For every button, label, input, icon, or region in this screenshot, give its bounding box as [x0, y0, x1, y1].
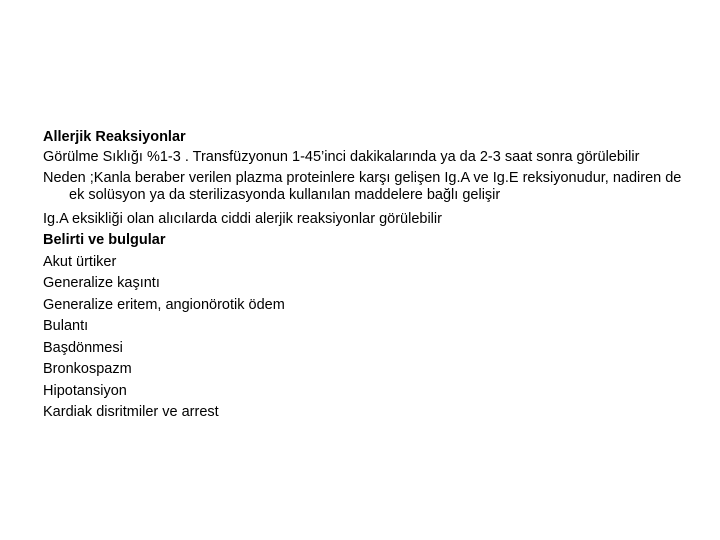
cause-text: Neden ;Kanla beraber verilen plazma proteinlere karşı gelişen Ig.A ve Ig.E reksiyonudur, nadiren de ek solüsyon ya da sterilizasyonda kullanılan maddelere bağlı gelişir [43, 170, 682, 203]
symptom-item: Generalize eritem, angionörotik ödem [43, 296, 285, 313]
symptom-item: Başdönmesi [43, 339, 123, 356]
iga-deficiency-text: Ig.A eksikliği olan alıcılarda ciddi alerjik reaksiyonlar görülebilir [43, 210, 442, 227]
symptom-item: Bronkospazm [43, 361, 132, 377]
frequency-text: Görülme Sıklığı %1-3 . Transfüzyonun 1-45’inci dakikalarında ya da 2-3 saat sonra görülebilir [43, 148, 640, 165]
symptom-item: Hipotansiyon [43, 382, 127, 399]
symptom-item: Kardiak disritmiler ve arrest [43, 404, 219, 420]
slide-body [43, 127, 683, 424]
heading-signs-symptoms: Belirti ve bulgular [43, 232, 166, 248]
symptom-item: Bulantı [43, 318, 89, 334]
symptom-item: Generalize kaşıntı [43, 275, 160, 291]
symptom-item: Akut ürtiker [43, 253, 117, 270]
heading-allergic-reactions: Allerjik Reaksiyonlar [43, 129, 186, 145]
